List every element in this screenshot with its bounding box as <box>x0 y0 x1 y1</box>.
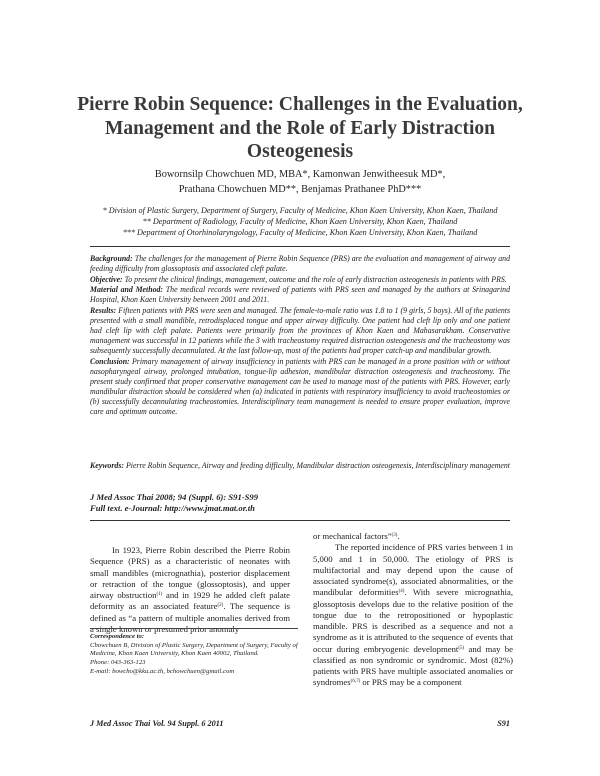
text: To present the clinical findings, management, outcome and the role of early distraction osteogenesis in patients with PRS. <box>124 274 507 284</box>
correspondence-address: Chowchuen B, Division of Plastic Surgery, Department of Surgery, Faculty of Medicine, Khon Kaen University, Khon Kaen 40002, Thailand. <box>90 641 298 658</box>
text-run: In 1923, Pierre Robin described the Pierre Robin Sequence (PRS) as a characteristic of neonates with small mandibles (micrognathia), posterior displacement or retraction of the tongue (glossoptosis), and upper airway obstruction <box>90 545 290 600</box>
affiliation-1: * Division of Plastic Surgery, Department of Surgery, Faculty of Medicine, Khon Kaen University, Khon Kaen, Thailand <box>102 206 498 215</box>
text-run: or PRS may be a component <box>360 677 462 688</box>
label: Background: <box>90 254 133 263</box>
body-paragraph <box>313 542 513 688</box>
page-number: S91 <box>497 719 510 728</box>
abstract-background <box>90 254 510 274</box>
divider-bottom <box>90 520 510 521</box>
citation-ref: (5) <box>458 645 465 651</box>
citation-ref: (1) <box>156 592 163 597</box>
citation-ref: (3) <box>391 533 398 538</box>
affiliation-2: ** Department of Radiology, Faculty of Medicine, Khon Kaen University, Khon Kaen, Thailand <box>142 217 458 227</box>
body-paragraph <box>90 545 290 635</box>
keywords <box>90 461 510 471</box>
correspondence-phone: Phone: 043-363-123 <box>90 659 146 667</box>
keywords-label: Keywords: <box>90 461 124 470</box>
text: The medical records were reviewed of patients with PRS seen and managed by the authors at Srinagarind Hospital, Khon Kaen University between 2001 and 2011. <box>90 285 510 305</box>
abstract-conclusion <box>90 357 510 417</box>
text-run: . The sequence is defined as “a pattern of multiple anomalies derived from a single known or presumed prior anomaly <box>90 601 290 634</box>
text-run: and in 1929 he added cleft palate deformity as an associated feature <box>90 590 290 612</box>
author-line-2: Prathana Chowchuen MD**, Benjamas Prathanee PhD*** <box>178 183 422 195</box>
correspondence-divider <box>90 628 298 629</box>
label: Material and Method: <box>90 285 164 295</box>
keywords-text: Pierre Robin Sequence, Airway and feeding difficulty, Mandibular distraction osteogenesis, Interdisciplinary management <box>125 461 510 470</box>
text: Primary management of airway insufficiency in patients with PRS can be managed in a prone position with or without nasopharyngeal airway, prolonged intubation, tongue-lip adhesion, mandibular distraction osteogenesis and tracheostomy. The present study confirmed that proper conservative management can be used to manage most of the patients with PRS. However, early mandibular distraction should be considered when (a) indicated in patients with respiratory insufficiency to avoid tracheostomies or (b) successfully decannulating tracheostomies. Interdisciplinary team management is needed to ensure proper evaluation, improve care and optimum outcome. <box>90 356 510 417</box>
journal-info <box>90 492 510 514</box>
abstract-objective <box>90 275 510 285</box>
text-run: and may be classified as non syndromic or syndromic. Most (82%) patients with PRS have multiple associated anomalies or syndromes <box>313 643 513 688</box>
journal-citation: J Med Assoc Thai 2008; 94 (Suppl. 6): S91-S99 <box>90 492 258 502</box>
label: Results: <box>90 306 117 316</box>
text: Fifteen patients with PRS were seen and managed. The female-to-male ratio was 1.8 to 1 (9 girls, 5 boys). All of the patients presented with a small mandible, retrodisplaced tongue and upper airway difficulty. One patient had cleft lip only and one patient had cleft lip with cleft palate. Patients were primarily from the provinces of Khon Kaen and Mahasarakham. Conservative management was successful in 12 patients while the 3 with tracheostomy required distraction osteogenesis and the tracheostomy was subsequently successfully decannulated. At the last follow-up, most of the patients had proper catch-up and mandibular growth. <box>90 306 510 356</box>
text-run: or mechanical factors” <box>313 531 392 541</box>
abstract <box>90 254 510 418</box>
body-column-2 <box>313 531 513 689</box>
text-run: The reported incidence of PRS varies between 1 in 5,000 and 1 in 50,000. The etiology of PRS is multifactorial and may depend upon the cause of associated syndrome(s), associated abnormalities, or the mandibular deformities <box>313 542 513 598</box>
citation-ref: (4) <box>398 589 405 595</box>
author-list <box>60 168 540 197</box>
text-run: . With severe micrognathia, glossoptosis develops due to the relative position of the tongue due to the retropositioned or hypoplastic mandible. PRS is described as a sequence and not a syndrome as it is attributed to the sequence of events that occur during embryogenic development <box>313 587 513 654</box>
label: Objective: <box>90 274 123 284</box>
correspondence-email[interactable]: E-mail: bowcho@kku.ac.th, bchowchuen@gmail.com <box>90 667 235 675</box>
author-line-1: Bowornsilp Chowchuen MD, MBA*, Kamonwan Jenwitheesuk MD*, <box>154 169 446 180</box>
abstract-methods <box>90 285 510 305</box>
footer-journal: J Med Assoc Thai Vol. 94 Suppl. 6 2011 <box>90 719 224 728</box>
divider-top <box>90 246 510 247</box>
label: Conclusion: <box>90 356 130 366</box>
affiliations <box>60 205 540 239</box>
body-column-1 <box>90 545 290 635</box>
citation-ref: (6,7) <box>350 679 361 685</box>
correspondence <box>90 633 300 677</box>
affiliation-3: *** Department of Otorhinolaryngology, Faculty of Medicine, Khon Kaen University, Khon Kaen, Thailand <box>122 228 478 238</box>
citation-ref: (2) <box>217 603 224 609</box>
paper-title: Pierre Robin Sequence: Challenges in the Evaluation, Management and the Role of Early Distraction Osteogenesis <box>77 94 523 162</box>
label-text: Correspondence to: <box>90 633 145 640</box>
correspondence-label <box>90 633 300 642</box>
journal-fulltext-link[interactable]: Full text. e-Journal: http://www.jmat.mat.or.th <box>90 503 255 513</box>
text-run: . <box>397 531 400 541</box>
abstract-results <box>90 306 510 356</box>
body-paragraph-continued <box>313 531 513 542</box>
text: The challenges for the management of Pierre Robin Sequence (PRS) are the evaluation and management of airway and feeding difficulty from glossoptosis and associated cleft palate. <box>90 254 510 274</box>
